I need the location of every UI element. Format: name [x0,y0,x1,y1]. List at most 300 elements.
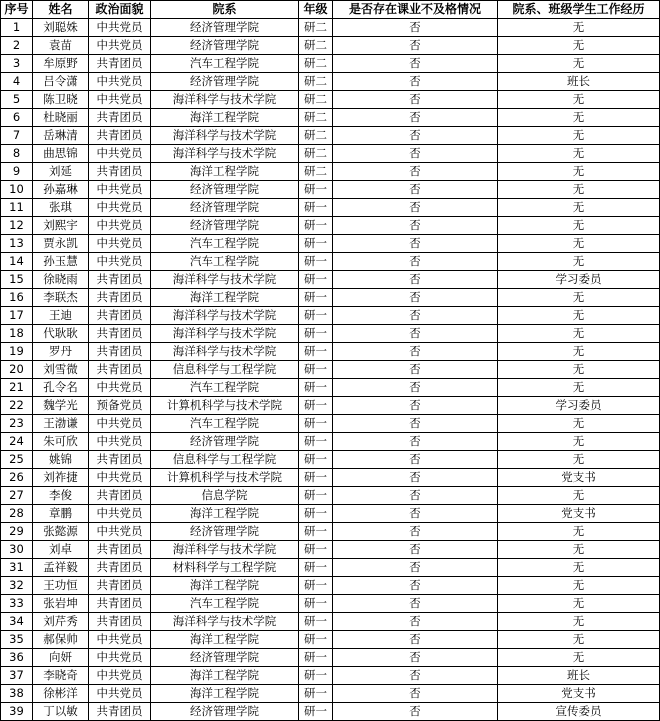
cell-failed-courses: 否 [333,703,498,721]
cell-failed-courses: 否 [333,379,498,397]
table-row [1,127,660,145]
cell-name: 刘芹秀 [33,613,89,631]
cell-name: 孙嘉琳 [33,181,89,199]
cell-index: 28 [1,505,33,523]
cell-work-experience: 宣传委员 [498,703,660,721]
cell-name: 徐彬洋 [33,685,89,703]
table-row [1,559,660,577]
cell-grade: 研二 [299,19,333,37]
cell-failed-courses: 否 [333,577,498,595]
table-row [1,613,660,631]
cell-failed-courses: 否 [333,181,498,199]
cell-index: 13 [1,235,33,253]
cell-name: 孔令名 [33,379,89,397]
cell-index: 31 [1,559,33,577]
cell-political-status: 共青团员 [89,325,151,343]
cell-political-status: 中共党员 [89,37,151,55]
cell-political-status: 中共党员 [89,217,151,235]
cell-work-experience: 无 [498,451,660,469]
cell-political-status: 共青团员 [89,55,151,73]
cell-name: 刘熙宇 [33,217,89,235]
cell-index: 25 [1,451,33,469]
table-row [1,667,660,685]
table-row [1,109,660,127]
table-row [1,73,660,91]
cell-index: 34 [1,613,33,631]
cell-work-experience: 无 [498,379,660,397]
cell-grade: 研一 [299,361,333,379]
cell-name: 丁以敏 [33,703,89,721]
cell-index: 8 [1,145,33,163]
cell-college: 汽车工程学院 [151,235,299,253]
cell-work-experience: 无 [498,523,660,541]
cell-grade: 研一 [299,181,333,199]
cell-college: 海洋工程学院 [151,685,299,703]
cell-name: 向妍 [33,649,89,667]
cell-college: 经济管理学院 [151,19,299,37]
cell-college: 汽车工程学院 [151,595,299,613]
cell-index: 23 [1,415,33,433]
cell-work-experience: 无 [498,289,660,307]
cell-work-experience: 无 [498,109,660,127]
cell-failed-courses: 否 [333,595,498,613]
cell-grade: 研一 [299,649,333,667]
cell-grade: 研一 [299,685,333,703]
table-row [1,19,660,37]
cell-name: 魏学光 [33,397,89,415]
cell-index: 5 [1,91,33,109]
cell-failed-courses: 否 [333,397,498,415]
cell-college: 海洋科学与技术学院 [151,127,299,145]
cell-index: 35 [1,631,33,649]
cell-work-experience: 无 [498,235,660,253]
cell-failed-courses: 否 [333,199,498,217]
cell-name: 牟原野 [33,55,89,73]
cell-failed-courses: 否 [333,631,498,649]
cell-work-experience: 党支书 [498,505,660,523]
cell-work-experience: 无 [498,541,660,559]
cell-failed-courses: 否 [333,19,498,37]
table-row [1,541,660,559]
cell-work-experience: 无 [498,145,660,163]
cell-college: 经济管理学院 [151,37,299,55]
cell-grade: 研二 [299,145,333,163]
cell-work-experience: 党支书 [498,469,660,487]
cell-political-status: 中共党员 [89,631,151,649]
table-row [1,145,660,163]
table-row [1,361,660,379]
cell-name: 贾永凯 [33,235,89,253]
cell-work-experience: 无 [498,307,660,325]
cell-college: 信息科学与工程学院 [151,451,299,469]
cell-failed-courses: 否 [333,73,498,91]
cell-grade: 研一 [299,541,333,559]
cell-index: 11 [1,199,33,217]
header-name: 姓名 [33,1,89,19]
cell-college: 汽车工程学院 [151,415,299,433]
cell-political-status: 中共党员 [89,73,151,91]
cell-college: 计算机科学与技术学院 [151,397,299,415]
cell-name: 罗丹 [33,343,89,361]
cell-college: 海洋工程学院 [151,667,299,685]
header-work-experience: 院系、班级学生工作经历 [498,1,660,19]
cell-grade: 研一 [299,523,333,541]
cell-college: 海洋工程学院 [151,577,299,595]
cell-name: 代耿耿 [33,325,89,343]
table-row [1,325,660,343]
cell-political-status: 共青团员 [89,613,151,631]
cell-failed-courses: 否 [333,91,498,109]
cell-name: 朱可欣 [33,433,89,451]
cell-work-experience: 无 [498,19,660,37]
cell-college: 海洋工程学院 [151,631,299,649]
cell-failed-courses: 否 [333,523,498,541]
cell-work-experience: 无 [498,325,660,343]
cell-political-status: 共青团员 [89,577,151,595]
header-failed-courses: 是否存在课业不及格情况 [333,1,498,19]
cell-failed-courses: 否 [333,127,498,145]
cell-grade: 研一 [299,667,333,685]
table-row [1,217,660,235]
cell-work-experience: 无 [498,595,660,613]
table-row [1,343,660,361]
cell-grade: 研二 [299,73,333,91]
cell-political-status: 中共党员 [89,379,151,397]
cell-work-experience: 无 [498,163,660,181]
cell-political-status: 中共党员 [89,505,151,523]
cell-index: 33 [1,595,33,613]
cell-political-status: 中共党员 [89,199,151,217]
cell-grade: 研一 [299,577,333,595]
table-body [1,19,660,721]
table-row [1,253,660,271]
cell-political-status: 共青团员 [89,127,151,145]
cell-political-status: 中共党员 [89,469,151,487]
cell-name: 李联杰 [33,289,89,307]
cell-college: 海洋工程学院 [151,505,299,523]
cell-college: 信息科学与工程学院 [151,361,299,379]
cell-index: 12 [1,217,33,235]
table-row [1,163,660,181]
cell-failed-courses: 否 [333,307,498,325]
cell-grade: 研一 [299,451,333,469]
cell-political-status: 中共党员 [89,415,151,433]
cell-grade: 研一 [299,217,333,235]
cell-name: 王功恒 [33,577,89,595]
cell-failed-courses: 否 [333,559,498,577]
cell-grade: 研一 [299,307,333,325]
cell-name: 张懿源 [33,523,89,541]
table-row [1,631,660,649]
header-political-status: 政治面貌 [89,1,151,19]
cell-index: 24 [1,433,33,451]
cell-political-status: 中共党员 [89,91,151,109]
cell-index: 1 [1,19,33,37]
cell-name: 杜晓丽 [33,109,89,127]
cell-grade: 研二 [299,163,333,181]
cell-name: 王渤谦 [33,415,89,433]
cell-name: 章鹏 [33,505,89,523]
cell-name: 刘卓 [33,541,89,559]
cell-index: 14 [1,253,33,271]
cell-political-status: 共青团员 [89,307,151,325]
cell-name: 吕令潇 [33,73,89,91]
table-row [1,685,660,703]
cell-college: 海洋科学与技术学院 [151,271,299,289]
cell-political-status: 中共党员 [89,19,151,37]
cell-work-experience: 班长 [498,667,660,685]
cell-work-experience: 党支书 [498,685,660,703]
cell-political-status: 中共党员 [89,181,151,199]
table-row [1,55,660,73]
cell-failed-courses: 否 [333,109,498,127]
cell-college: 海洋科学与技术学院 [151,145,299,163]
cell-failed-courses: 否 [333,487,498,505]
cell-index: 36 [1,649,33,667]
cell-college: 经济管理学院 [151,181,299,199]
cell-political-status: 共青团员 [89,559,151,577]
cell-college: 经济管理学院 [151,199,299,217]
cell-name: 刘祚捷 [33,469,89,487]
cell-work-experience: 无 [498,37,660,55]
cell-index: 7 [1,127,33,145]
cell-failed-courses: 否 [333,415,498,433]
cell-political-status: 共青团员 [89,541,151,559]
cell-name: 李晓奇 [33,667,89,685]
cell-failed-courses: 否 [333,361,498,379]
cell-grade: 研一 [299,595,333,613]
table-row [1,451,660,469]
cell-failed-courses: 否 [333,217,498,235]
cell-failed-courses: 否 [333,649,498,667]
cell-failed-courses: 否 [333,469,498,487]
cell-political-status: 共青团员 [89,451,151,469]
table-row [1,37,660,55]
cell-index: 2 [1,37,33,55]
table-row [1,649,660,667]
cell-grade: 研一 [299,433,333,451]
cell-college: 经济管理学院 [151,433,299,451]
cell-work-experience: 无 [498,55,660,73]
cell-college: 汽车工程学院 [151,253,299,271]
table-row [1,271,660,289]
cell-name: 徐晓雨 [33,271,89,289]
cell-political-status: 共青团员 [89,163,151,181]
cell-work-experience: 班长 [498,73,660,91]
cell-index: 18 [1,325,33,343]
cell-name: 岳琳清 [33,127,89,145]
cell-index: 20 [1,361,33,379]
cell-grade: 研一 [299,271,333,289]
cell-name: 袁苗 [33,37,89,55]
cell-grade: 研一 [299,325,333,343]
cell-work-experience: 无 [498,649,660,667]
cell-political-status: 共青团员 [89,289,151,307]
cell-political-status: 中共党员 [89,235,151,253]
cell-political-status: 共青团员 [89,271,151,289]
cell-political-status: 共青团员 [89,595,151,613]
cell-college: 海洋科学与技术学院 [151,325,299,343]
cell-work-experience: 学习委员 [498,397,660,415]
header-index: 序号 [1,1,33,19]
cell-college: 海洋科学与技术学院 [151,541,299,559]
cell-failed-courses: 否 [333,235,498,253]
cell-work-experience: 无 [498,199,660,217]
cell-work-experience: 无 [498,127,660,145]
cell-failed-courses: 否 [333,685,498,703]
cell-name: 刘延 [33,163,89,181]
cell-name: 张琪 [33,199,89,217]
cell-grade: 研一 [299,235,333,253]
table-row [1,181,660,199]
cell-name: 王迪 [33,307,89,325]
cell-failed-courses: 否 [333,343,498,361]
cell-index: 39 [1,703,33,721]
cell-grade: 研一 [299,397,333,415]
cell-college: 经济管理学院 [151,703,299,721]
cell-grade: 研一 [299,469,333,487]
cell-college: 海洋工程学院 [151,289,299,307]
cell-political-status: 共青团员 [89,361,151,379]
cell-work-experience: 无 [498,559,660,577]
header-row [1,1,660,19]
table-row [1,595,660,613]
table-row [1,379,660,397]
cell-college: 经济管理学院 [151,73,299,91]
cell-grade: 研二 [299,127,333,145]
cell-college: 海洋科学与技术学院 [151,613,299,631]
cell-failed-courses: 否 [333,433,498,451]
cell-political-status: 共青团员 [89,109,151,127]
cell-grade: 研一 [299,343,333,361]
cell-political-status: 中共党员 [89,433,151,451]
cell-political-status: 中共党员 [89,649,151,667]
cell-name: 刘聪姝 [33,19,89,37]
cell-work-experience: 无 [498,487,660,505]
cell-political-status: 中共党员 [89,685,151,703]
cell-grade: 研一 [299,487,333,505]
cell-index: 9 [1,163,33,181]
cell-work-experience: 无 [498,415,660,433]
cell-political-status: 中共党员 [89,253,151,271]
cell-index: 16 [1,289,33,307]
cell-grade: 研一 [299,703,333,721]
table-row [1,523,660,541]
cell-work-experience: 无 [498,631,660,649]
cell-failed-courses: 否 [333,541,498,559]
cell-index: 38 [1,685,33,703]
cell-grade: 研一 [299,505,333,523]
cell-work-experience: 无 [498,91,660,109]
cell-grade: 研二 [299,37,333,55]
cell-political-status: 中共党员 [89,145,151,163]
table-row [1,289,660,307]
cell-name: 刘雪微 [33,361,89,379]
cell-grade: 研二 [299,109,333,127]
header-college: 院系 [151,1,299,19]
cell-work-experience: 无 [498,433,660,451]
cell-grade: 研一 [299,253,333,271]
cell-index: 37 [1,667,33,685]
cell-grade: 研二 [299,55,333,73]
cell-failed-courses: 否 [333,325,498,343]
table-row [1,199,660,217]
cell-college: 汽车工程学院 [151,379,299,397]
cell-work-experience: 学习委员 [498,271,660,289]
cell-name: 曲思锦 [33,145,89,163]
cell-grade: 研一 [299,559,333,577]
table-row [1,505,660,523]
cell-grade: 研一 [299,415,333,433]
cell-index: 29 [1,523,33,541]
table-row [1,235,660,253]
cell-name: 张岩坤 [33,595,89,613]
cell-failed-courses: 否 [333,145,498,163]
cell-name: 孟祥毅 [33,559,89,577]
cell-work-experience: 无 [498,613,660,631]
table-row [1,487,660,505]
cell-college: 信息学院 [151,487,299,505]
cell-work-experience: 无 [498,253,660,271]
cell-failed-courses: 否 [333,37,498,55]
cell-index: 27 [1,487,33,505]
cell-political-status: 中共党员 [89,523,151,541]
cell-name: 郝保帅 [33,631,89,649]
cell-index: 22 [1,397,33,415]
cell-name: 姚锦 [33,451,89,469]
cell-grade: 研一 [299,199,333,217]
table-row [1,433,660,451]
cell-index: 26 [1,469,33,487]
cell-college: 海洋科学与技术学院 [151,343,299,361]
cell-failed-courses: 否 [333,253,498,271]
cell-political-status: 共青团员 [89,703,151,721]
table-row [1,415,660,433]
cell-index: 15 [1,271,33,289]
cell-political-status: 共青团员 [89,487,151,505]
cell-index: 32 [1,577,33,595]
table-row [1,577,660,595]
cell-failed-courses: 否 [333,289,498,307]
cell-work-experience: 无 [498,343,660,361]
cell-work-experience: 无 [498,577,660,595]
cell-name: 孙玉慧 [33,253,89,271]
cell-index: 30 [1,541,33,559]
table-row [1,307,660,325]
cell-work-experience: 无 [498,181,660,199]
cell-grade: 研一 [299,613,333,631]
cell-college: 海洋科学与技术学院 [151,307,299,325]
cell-index: 17 [1,307,33,325]
cell-college: 海洋工程学院 [151,109,299,127]
cell-index: 19 [1,343,33,361]
cell-index: 3 [1,55,33,73]
cell-index: 6 [1,109,33,127]
cell-index: 4 [1,73,33,91]
cell-failed-courses: 否 [333,505,498,523]
cell-college: 汽车工程学院 [151,55,299,73]
cell-college: 计算机科学与技术学院 [151,469,299,487]
cell-grade: 研一 [299,289,333,307]
cell-political-status: 共青团员 [89,343,151,361]
cell-grade: 研二 [299,91,333,109]
cell-work-experience: 无 [498,217,660,235]
table-row [1,703,660,721]
cell-college: 海洋科学与技术学院 [151,91,299,109]
table-row [1,91,660,109]
cell-college: 经济管理学院 [151,523,299,541]
cell-failed-courses: 否 [333,271,498,289]
